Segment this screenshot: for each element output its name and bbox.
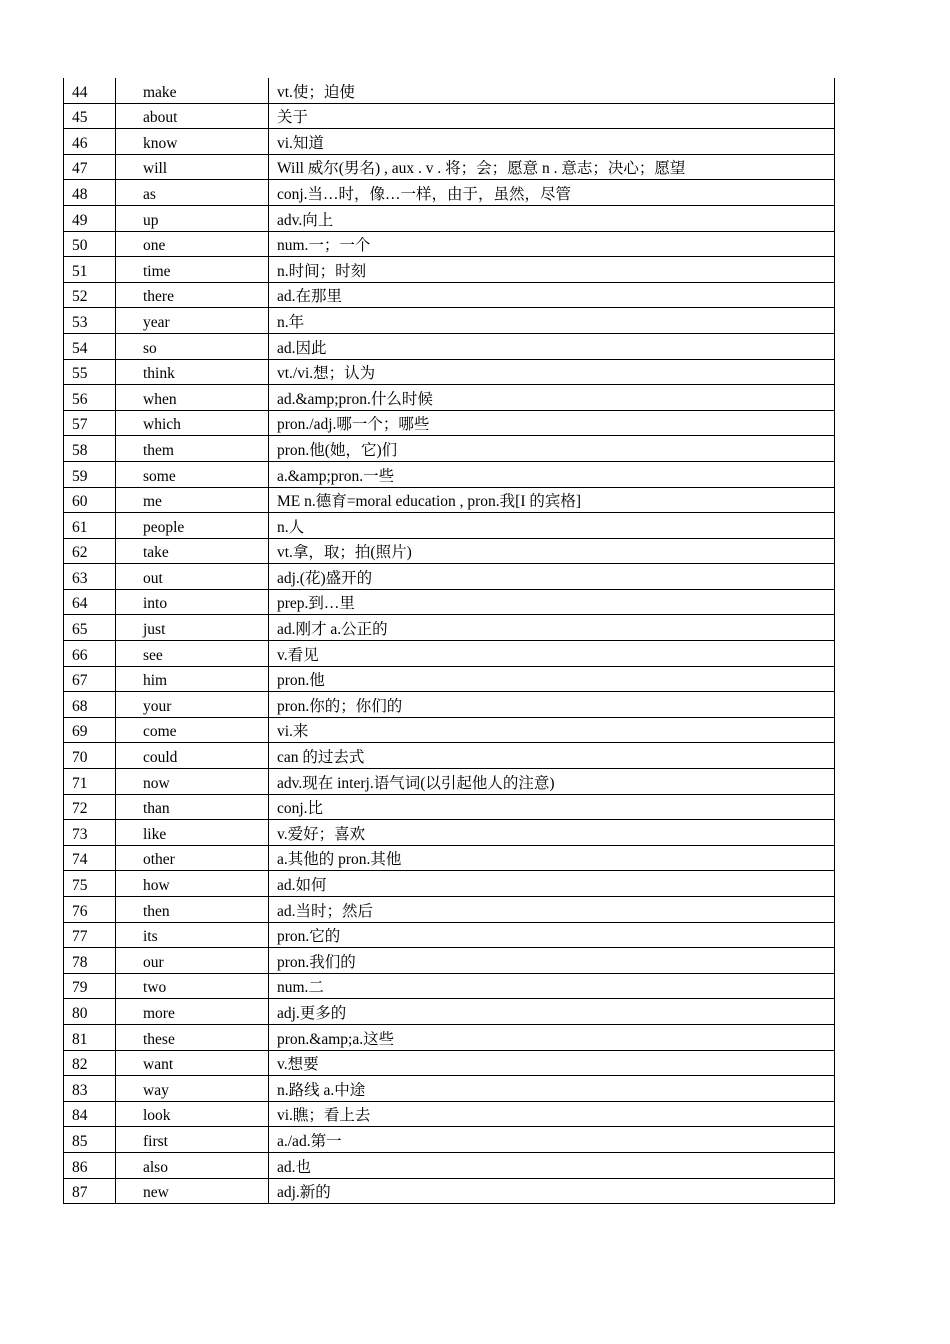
definition-cell: v.想要 (269, 1050, 835, 1076)
word-cell: first (116, 1127, 269, 1153)
row-number: 66 (64, 641, 116, 667)
row-number: 85 (64, 1127, 116, 1153)
table-row (64, 205, 835, 231)
row-number: 69 (64, 717, 116, 743)
definition-cell: adv.向上 (269, 205, 835, 231)
definition-cell: conj.比 (269, 794, 835, 820)
word-cell: other (116, 845, 269, 871)
row-number: 68 (64, 692, 116, 718)
word-cell: want (116, 1050, 269, 1076)
definition-cell: a./ad.第一 (269, 1127, 835, 1153)
row-number: 57 (64, 410, 116, 436)
definition-cell: pron.你的；你们的 (269, 692, 835, 718)
word-cell: now (116, 769, 269, 795)
table-row (64, 436, 835, 462)
table-row (64, 692, 835, 718)
vocabulary-table (63, 78, 835, 1204)
row-number: 54 (64, 333, 116, 359)
definition-cell: ad.当时；然后 (269, 897, 835, 923)
word-cell: come (116, 717, 269, 743)
definition-cell: pron.他 (269, 666, 835, 692)
word-cell: which (116, 410, 269, 436)
definition-cell: pron.&amp;a.这些 (269, 1024, 835, 1050)
definition-cell: vi.知道 (269, 129, 835, 155)
table-row (64, 717, 835, 743)
row-number: 73 (64, 820, 116, 846)
row-number: 63 (64, 564, 116, 590)
vocabulary-table-body (64, 78, 835, 1204)
definition-cell: pron./adj.哪一个；哪些 (269, 410, 835, 436)
definition-cell: ME n.德育=moral education , pron.我[I 的宾格] (269, 487, 835, 513)
row-number: 72 (64, 794, 116, 820)
table-row (64, 282, 835, 308)
row-number: 76 (64, 897, 116, 923)
row-number: 86 (64, 1152, 116, 1178)
table-row (64, 1050, 835, 1076)
word-cell: your (116, 692, 269, 718)
definition-cell: n.路线 a.中途 (269, 1076, 835, 1102)
row-number: 62 (64, 538, 116, 564)
word-cell: these (116, 1024, 269, 1050)
word-cell: than (116, 794, 269, 820)
word-cell: time (116, 257, 269, 283)
table-row (64, 359, 835, 385)
row-number: 53 (64, 308, 116, 334)
definition-cell: adj.(花)盛开的 (269, 564, 835, 590)
table-row (64, 385, 835, 411)
word-cell: when (116, 385, 269, 411)
definition-cell: n.年 (269, 308, 835, 334)
word-cell: them (116, 436, 269, 462)
table-row (64, 1152, 835, 1178)
definition-cell: Will 威尔(男名) , aux . v . 将；会；愿意 n . 意志；决心；愿望 (269, 154, 835, 180)
definition-cell: ad.&amp;pron.什么时候 (269, 385, 835, 411)
row-number: 83 (64, 1076, 116, 1102)
row-number: 84 (64, 1101, 116, 1127)
row-number: 49 (64, 205, 116, 231)
definition-cell: v.爱好；喜欢 (269, 820, 835, 846)
word-cell: think (116, 359, 269, 385)
word-cell: take (116, 538, 269, 564)
definition-cell: n.时间；时刻 (269, 257, 835, 283)
row-number: 82 (64, 1050, 116, 1076)
table-row (64, 154, 835, 180)
word-cell: like (116, 820, 269, 846)
table-row (64, 999, 835, 1025)
table-row (64, 666, 835, 692)
row-number: 80 (64, 999, 116, 1025)
word-cell: more (116, 999, 269, 1025)
word-cell: him (116, 666, 269, 692)
table-row (64, 78, 835, 103)
word-cell: into (116, 589, 269, 615)
row-number: 77 (64, 922, 116, 948)
definition-cell: adj.新的 (269, 1178, 835, 1204)
word-cell: then (116, 897, 269, 923)
definition-cell: conj.当…时，像…一样，由于，虽然，尽管 (269, 180, 835, 206)
table-row (64, 180, 835, 206)
table-row (64, 922, 835, 948)
definition-cell: num.一；一个 (269, 231, 835, 257)
table-row (64, 308, 835, 334)
row-number: 55 (64, 359, 116, 385)
definition-cell: adj.更多的 (269, 999, 835, 1025)
definition-cell: ad.如何 (269, 871, 835, 897)
row-number: 67 (64, 666, 116, 692)
word-cell: will (116, 154, 269, 180)
table-row (64, 103, 835, 129)
table-row (64, 487, 835, 513)
word-cell: up (116, 205, 269, 231)
word-cell: so (116, 333, 269, 359)
word-cell: there (116, 282, 269, 308)
word-cell: just (116, 615, 269, 641)
word-cell: look (116, 1101, 269, 1127)
row-number: 46 (64, 129, 116, 155)
table-row (64, 231, 835, 257)
table-row (64, 1127, 835, 1153)
word-cell: some (116, 461, 269, 487)
table-row (64, 794, 835, 820)
definition-cell: ad.因此 (269, 333, 835, 359)
definition-cell: a.其他的 pron.其他 (269, 845, 835, 871)
definition-cell: num.二 (269, 973, 835, 999)
definition-cell: n.人 (269, 513, 835, 539)
word-cell: our (116, 948, 269, 974)
table-row (64, 769, 835, 795)
word-cell: know (116, 129, 269, 155)
row-number: 74 (64, 845, 116, 871)
row-number: 64 (64, 589, 116, 615)
table-row (64, 615, 835, 641)
definition-cell: vi.来 (269, 717, 835, 743)
table-row (64, 257, 835, 283)
row-number: 87 (64, 1178, 116, 1204)
definition-cell: ad.刚才 a.公正的 (269, 615, 835, 641)
table-row (64, 333, 835, 359)
word-cell: as (116, 180, 269, 206)
row-number: 60 (64, 487, 116, 513)
table-row (64, 845, 835, 871)
word-cell: see (116, 641, 269, 667)
word-cell: also (116, 1152, 269, 1178)
definition-cell: prep.到…里 (269, 589, 835, 615)
table-row (64, 1178, 835, 1204)
word-cell: could (116, 743, 269, 769)
definition-cell: v.看见 (269, 641, 835, 667)
row-number: 56 (64, 385, 116, 411)
table-row (64, 1101, 835, 1127)
table-row (64, 461, 835, 487)
row-number: 52 (64, 282, 116, 308)
definition-cell: vt.使；迫使 (269, 78, 835, 103)
row-number: 48 (64, 180, 116, 206)
word-cell: about (116, 103, 269, 129)
table-row (64, 820, 835, 846)
definition-cell: pron.我们的 (269, 948, 835, 974)
row-number: 65 (64, 615, 116, 641)
row-number: 75 (64, 871, 116, 897)
definition-cell: vt.拿，取；拍(照片) (269, 538, 835, 564)
row-number: 47 (64, 154, 116, 180)
word-cell: out (116, 564, 269, 590)
definition-cell: can 的过去式 (269, 743, 835, 769)
table-row (64, 589, 835, 615)
table-row (64, 641, 835, 667)
row-number: 71 (64, 769, 116, 795)
row-number: 45 (64, 103, 116, 129)
word-cell: people (116, 513, 269, 539)
word-cell: way (116, 1076, 269, 1102)
table-row (64, 871, 835, 897)
table-row (64, 948, 835, 974)
word-cell: new (116, 1178, 269, 1204)
definition-cell: 关于 (269, 103, 835, 129)
table-row (64, 410, 835, 436)
word-cell: its (116, 922, 269, 948)
table-row (64, 129, 835, 155)
definition-cell: adv.现在 interj.语气词(以引起他人的注意) (269, 769, 835, 795)
table-row (64, 743, 835, 769)
row-number: 58 (64, 436, 116, 462)
table-row (64, 897, 835, 923)
table-row (64, 564, 835, 590)
table-row (64, 513, 835, 539)
word-cell: one (116, 231, 269, 257)
definition-cell: pron.他(她，它)们 (269, 436, 835, 462)
word-cell: me (116, 487, 269, 513)
row-number: 59 (64, 461, 116, 487)
definition-cell: a.&amp;pron.一些 (269, 461, 835, 487)
row-number: 61 (64, 513, 116, 539)
row-number: 81 (64, 1024, 116, 1050)
word-cell: year (116, 308, 269, 334)
definition-cell: pron.它的 (269, 922, 835, 948)
row-number: 51 (64, 257, 116, 283)
table-row (64, 538, 835, 564)
table-row (64, 1076, 835, 1102)
row-number: 70 (64, 743, 116, 769)
word-cell: two (116, 973, 269, 999)
definition-cell: vt./vi.想；认为 (269, 359, 835, 385)
row-number: 78 (64, 948, 116, 974)
word-cell: how (116, 871, 269, 897)
definition-cell: vi.瞧；看上去 (269, 1101, 835, 1127)
definition-cell: ad.在那里 (269, 282, 835, 308)
table-row (64, 1024, 835, 1050)
row-number: 44 (64, 78, 116, 103)
table-row (64, 973, 835, 999)
definition-cell: ad.也 (269, 1152, 835, 1178)
word-cell: make (116, 78, 269, 103)
row-number: 79 (64, 973, 116, 999)
row-number: 50 (64, 231, 116, 257)
